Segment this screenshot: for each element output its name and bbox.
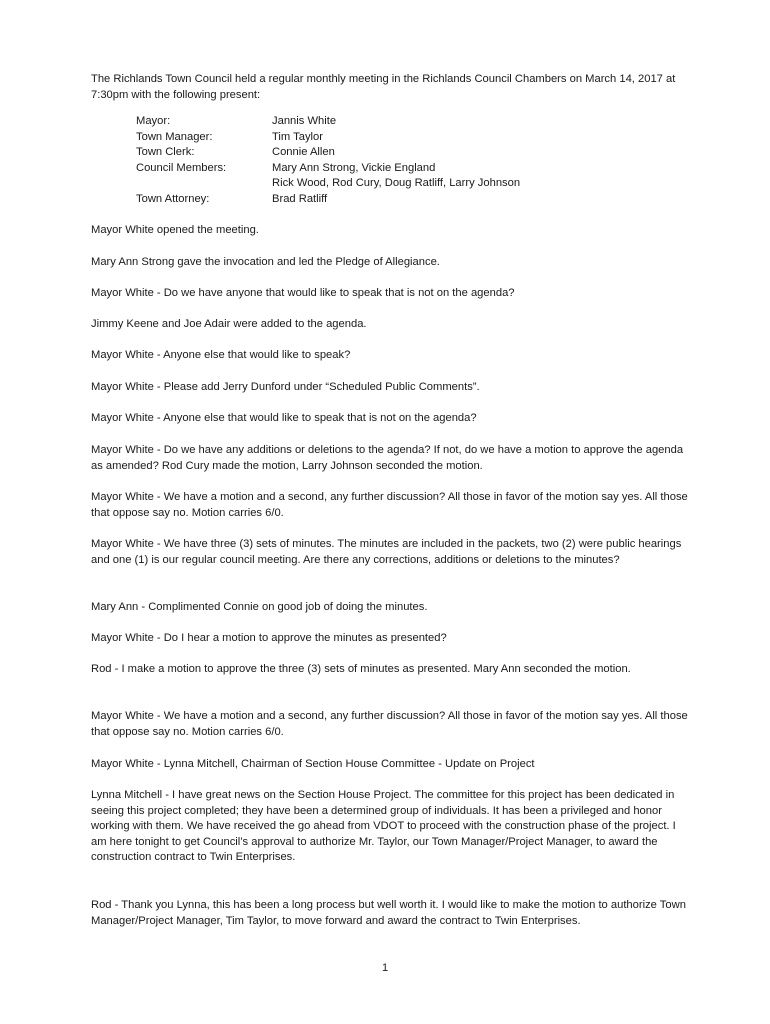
minutes-paragraph: Mayor White - Anyone else that would like to speak that is not on the agenda? (91, 412, 477, 424)
minutes-paragraph: Mayor White - Lynna Mitchell, Chairman of Section House Committee - Update on Project (91, 758, 535, 770)
minutes-paragraph: Mayor White - We have a motion and a second, any further discussion? All those in favor of the motion say yes. All those that oppose say no. Motion carries 6/0. (91, 710, 688, 738)
minutes-paragraph: Mayor White - Do we have any additions or deletions to the agenda? If not, do we have a motion to approve the agenda as amended? Rod Cury made the motion, Larry Johnson seconded the motion. (91, 444, 684, 472)
roster-role: Mayor: (136, 115, 171, 127)
roster-row (136, 176, 636, 192)
minutes-paragraph: Mayor White - We have three (3) sets of minutes. The minutes are included in the packets, two (2) were public hearings and one (1) is our regular council meeting. Are there any corrections, additions or deletions to the minutes? (91, 538, 682, 566)
roster-name: Jannis White (272, 115, 337, 127)
minutes-paragraph: Mary Ann Strong gave the invocation and led the Pledge of Allegiance. (91, 256, 440, 268)
roster-row (136, 130, 636, 146)
minutes-paragraph: Mary Ann - Complimented Connie on good job of doing the minutes. (91, 601, 428, 613)
minutes-paragraph: Mayor White opened the meeting. (91, 224, 259, 236)
roster-role: Town Clerk: (136, 146, 195, 159)
roster-row (136, 114, 636, 130)
roster-name: Brad Ratliff (272, 192, 328, 205)
minutes-paragraph: Mayor White - Please add Jerry Dunford under “Scheduled Public Comments”. (91, 381, 480, 393)
minutes-paragraph: Mayor White - Anyone else that would like to speak? (91, 349, 351, 361)
minutes-paragraph: Mayor White - We have a motion and a second, any further discussion? All those in favor of the motion say yes. All those that oppose say no. Motion carries 6/0. (91, 491, 688, 519)
minutes-paragraph: Lynna Mitchell - I have great news on the Section House Project. The committee for this project has been dedicated in seeing this project completed; they have been a determined group of individuals. It has been a privileged and honor working with them. We have received the go ahead from VDOT to proceed with the construction phase of the project. I am here tonight to get Council’s approval to authorize Mr. Taylor, our Town Manager/Project Manager, to award the construction contract to Twin Enterprises. (91, 789, 676, 864)
roster-row (136, 145, 636, 161)
roster-role: Town Manager: (136, 130, 213, 143)
roster-name: Mary Ann Strong, Vickie England (272, 161, 436, 174)
minutes-paragraph: Mayor White - Do I hear a motion to approve the minutes as presented? (91, 632, 447, 644)
minutes-paragraph: Rod - I make a motion to approve the three (3) sets of minutes as presented. Mary Ann seconded the motion. (91, 663, 631, 675)
roster-row (136, 192, 636, 208)
roster-role: Council Members: (136, 161, 227, 174)
minutes-paragraph: Jimmy Keene and Joe Adair were added to the agenda. (91, 318, 367, 330)
minutes-paragraph: Mayor White - Do we have anyone that would like to speak that is not on the agenda? (91, 287, 515, 299)
intro-paragraph: The Richlands Town Council held a regular monthly meeting in the Richlands Council Chambers on March 14, 2017 at 7:30pm with the following present: (91, 73, 676, 101)
minutes-paragraph: Rod - Thank you Lynna, this has been a long process but well worth it. I would like to make the motion to authorize Town Manager/Project Manager, Tim Taylor, to move forward and award the contract to Twin Enterprises. (91, 899, 686, 927)
attendance-roster (136, 114, 636, 208)
roster-name: Rick Wood, Rod Cury, Doug Ratliff, Larry Johnson (272, 177, 521, 190)
roster-role: Town Attorney: (136, 192, 210, 205)
roster-name: Connie Allen (272, 146, 335, 159)
roster-row (136, 161, 636, 177)
page-number: 1 (381, 962, 389, 974)
roster-name: Tim Taylor (272, 130, 323, 143)
